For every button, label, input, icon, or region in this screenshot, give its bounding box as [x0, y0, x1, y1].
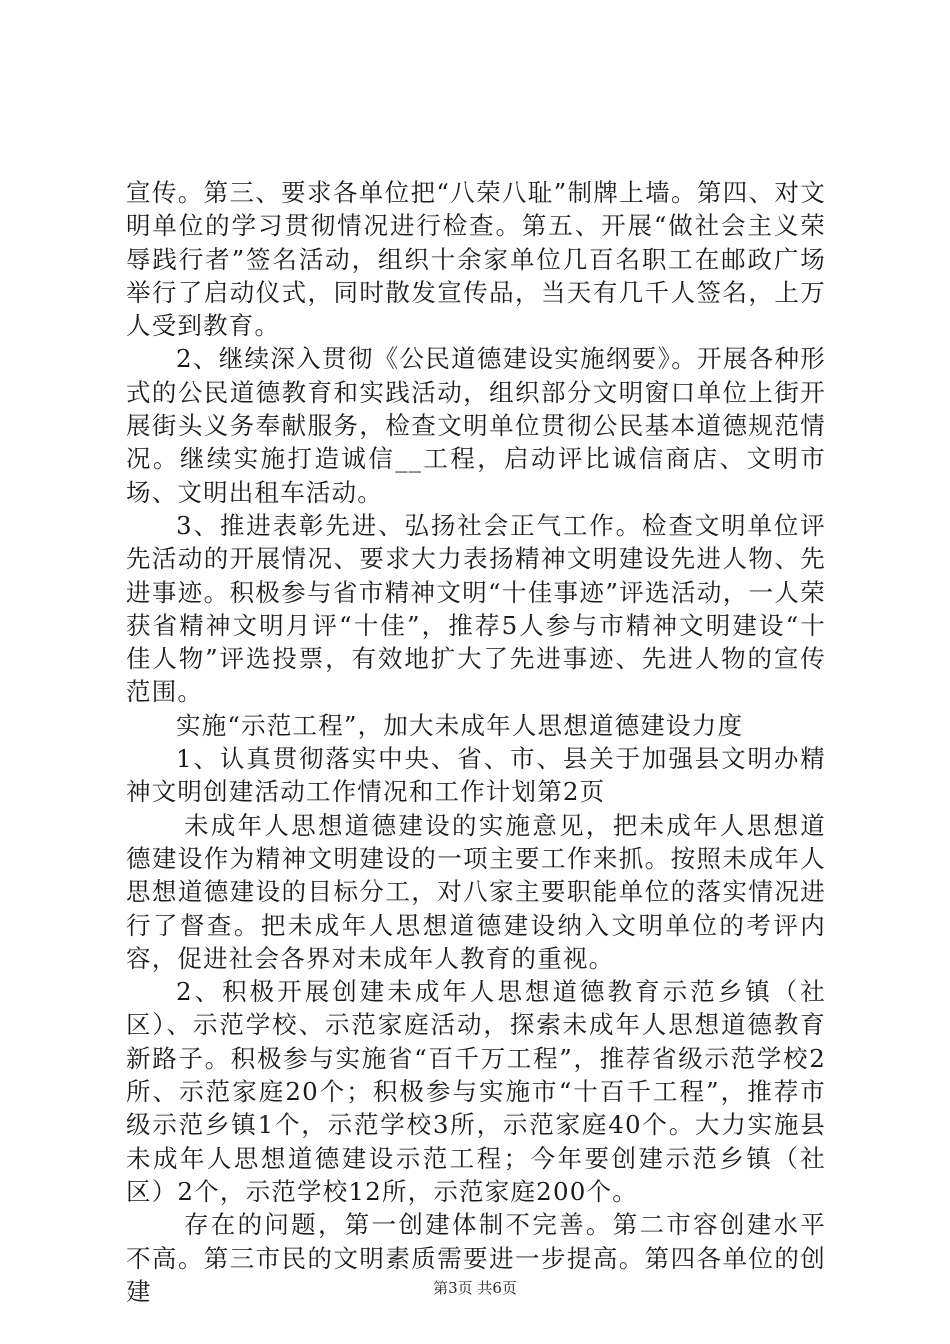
page-number: 第3页 共6页 [433, 1279, 517, 1297]
paragraph-7: 存在的问题，第一创建体制不完善。第二市容创建水平不高。第三市民的文明素质需要进一步提高。第四各单位的创建 [126, 1210, 826, 1306]
document-body [126, 176, 826, 1308]
paragraph-4: 1、认真贯彻落实中央、省、市、县关于加强县文明办精神文明创建活动工作情况和工作计划第2页 [126, 744, 826, 807]
section-heading: 实施“示范工程”，加大未成年人思想道德建设力度 [176, 710, 744, 740]
paragraph-2: 2、继续深入贯彻《公民道德建设实施纲要》。开展各种形式的公民道德教育和实践活动，组织部分文明窗口单位上街开展街头义务奉献服务，检查文明单位贯彻公民基本道德规范情况。继续实施打造诚信__工程，启动评比诚信商店、文明市场、文明出租车活动。 [126, 344, 826, 507]
paragraph-1: 宣传。第三、要求各单位把“八荣八耻”制牌上墙。第四、对文明单位的学习贯彻情况进行检查。第五、开展“做社会主义荣辱践行者”签名活动，组织十余家单位几百名职工在邮政广场举行了启动仪式，同时散发宣传品，当天有几千人签名，上万人受到教育。 [126, 178, 826, 341]
paragraph-6: 2、积极开展创建未成年人思想道德教育示范乡镇（社区）、示范学校、示范家庭活动，探索未成年人思想道德教育新路子。积极参与实施省“百千万工程”，推荐省级示范学校2所、示范家庭20个；积极参与实施市“十百千工程”，推荐市级示范乡镇1个，示范学校3所，示范家庭40个。大力实施县未成年人思想道德建设示范工程；今年要创建示范乡镇（社区）2个，示范学校12所，示范家庭200个。 [126, 977, 826, 1206]
page-footer [0, 1278, 950, 1298]
paragraph-5: 未成年人思想道德建设的实施意见，把未成年人思想道德建设作为精神文明建设的一项主要工作来抓。按照未成年人思想道德建设的目标分工，对八家主要职能单位的落实情况进行了督查。把未成年人思想道德建设纳入文明单位的考评内容，促进社会各界对未成年人教育的重视。 [126, 810, 826, 973]
paragraph-3: 3、推进表彰先进、弘扬社会正气工作。检查文明单位评先活动的开展情况、要求大力表扬精神文明建设先进人物、先进事迹。积极参与省市精神文明“十佳事迹”评选活动，一人荣获省精神文明月评“十佳”，推荐5人参与市精神文明建设“十佳人物”评选投票，有效地扩大了先进事迹、先进人物的宣传范围。 [126, 510, 826, 707]
